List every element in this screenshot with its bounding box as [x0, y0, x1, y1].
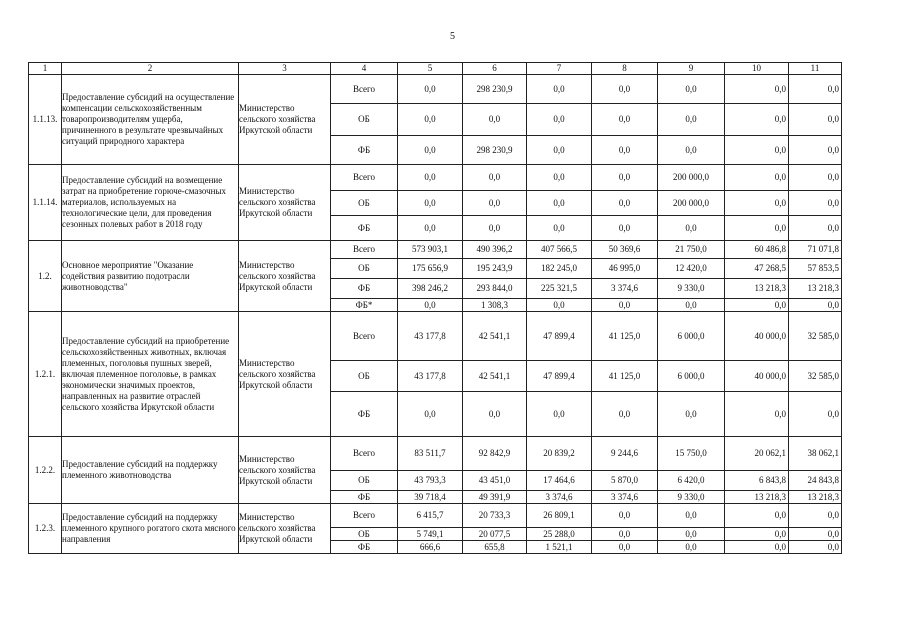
value-cell: 0,0: [725, 136, 789, 165]
budget-table: [28, 62, 842, 554]
value-cell: 0,0: [658, 299, 725, 312]
funding-source: ФБ: [331, 491, 398, 504]
item-description: Предоставление субсидий на осуществление компенсации сельскохозяйственным товаропроизводителям ущерба, причиненного в результате чрезвычайных ситуаций природного характера: [62, 75, 239, 165]
value-cell: 398 246,2: [398, 279, 463, 299]
value-cell: 32 585,0: [789, 361, 842, 392]
value-cell: 0,0: [527, 75, 592, 104]
value-cell: 6 420,0: [658, 471, 725, 491]
item-code: 1.1.13.: [29, 75, 62, 165]
value-cell: 47 899,4: [527, 361, 592, 392]
value-cell: 0,0: [592, 136, 658, 165]
value-cell: 41 125,0: [592, 361, 658, 392]
funding-source: Всего: [331, 437, 398, 471]
value-cell: 0,0: [725, 392, 789, 437]
item-executor: Министерство сельского хозяйства Иркутской области: [239, 312, 331, 437]
column-number: 8: [592, 63, 658, 75]
value-cell: 0,0: [658, 528, 725, 541]
column-number: 7: [527, 63, 592, 75]
value-cell: 15 750,0: [658, 437, 725, 471]
value-cell: 43 177,8: [398, 312, 463, 361]
funding-source: ФБ: [331, 216, 398, 241]
table-row: [29, 504, 842, 528]
funding-source: Всего: [331, 165, 398, 191]
funding-source: ФБ: [331, 279, 398, 299]
item-code: 1.2.3.: [29, 504, 62, 554]
value-cell: 43 451,0: [463, 471, 527, 491]
value-cell: 200 000,0: [658, 165, 725, 191]
value-cell: 24 843,8: [789, 471, 842, 491]
item-executor: Министерство сельского хозяйства Иркутской области: [239, 241, 331, 312]
column-number: 1: [29, 63, 62, 75]
value-cell: 0,0: [527, 216, 592, 241]
value-cell: 17 464,6: [527, 471, 592, 491]
value-cell: 407 566,5: [527, 241, 592, 259]
value-cell: 0,0: [725, 104, 789, 136]
funding-source: ОБ: [331, 259, 398, 279]
value-cell: 47 899,4: [527, 312, 592, 361]
funding-source: ОБ: [331, 104, 398, 136]
value-cell: 6 843,8: [725, 471, 789, 491]
value-cell: 5 749,1: [398, 528, 463, 541]
value-cell: 1 308,3: [463, 299, 527, 312]
value-cell: 0,0: [398, 165, 463, 191]
table-row: [29, 312, 842, 361]
value-cell: 0,0: [725, 165, 789, 191]
value-cell: 42 541,1: [463, 361, 527, 392]
value-cell: 43 177,8: [398, 361, 463, 392]
value-cell: 298 230,9: [463, 136, 527, 165]
value-cell: 0,0: [527, 136, 592, 165]
value-cell: 0,0: [725, 75, 789, 104]
value-cell: 0,0: [398, 216, 463, 241]
value-cell: 0,0: [725, 541, 789, 554]
value-cell: 0,0: [725, 299, 789, 312]
value-cell: 39 718,4: [398, 491, 463, 504]
value-cell: 0,0: [463, 392, 527, 437]
item-executor: Министерство сельского хозяйства Иркутской области: [239, 504, 331, 554]
value-cell: 1 521,1: [527, 541, 592, 554]
value-cell: 0,0: [463, 216, 527, 241]
value-cell: 0,0: [592, 541, 658, 554]
value-cell: 0,0: [725, 191, 789, 216]
value-cell: 490 396,2: [463, 241, 527, 259]
value-cell: 0,0: [658, 136, 725, 165]
column-number: 6: [463, 63, 527, 75]
column-number: 5: [398, 63, 463, 75]
value-cell: 3 374,6: [592, 279, 658, 299]
value-cell: 0,0: [398, 191, 463, 216]
item-description: Предоставление субсидий на приобретение сельскохозяйственных животных, включая племенных, поголовья пушных зверей, включая племенное поголовье, в рамках экономически значимых проектов, направленных на развитие отраслей сельского хозяйства Иркутской области: [62, 312, 239, 437]
value-cell: 0,0: [789, 299, 842, 312]
value-cell: 195 243,9: [463, 259, 527, 279]
value-cell: 12 420,0: [658, 259, 725, 279]
item-description: Основное мероприятие "Оказание содействия развитию подотрасли животноводства": [62, 241, 239, 312]
value-cell: 0,0: [592, 299, 658, 312]
value-cell: 573 903,1: [398, 241, 463, 259]
item-description: Предоставление субсидий на поддержку племенного крупного рогатого скота мясного направления: [62, 504, 239, 554]
value-cell: 83 511,7: [398, 437, 463, 471]
value-cell: 41 125,0: [592, 312, 658, 361]
value-cell: 298 230,9: [463, 75, 527, 104]
funding-source: Всего: [331, 312, 398, 361]
value-cell: 21 750,0: [658, 241, 725, 259]
item-code: 1.2.2.: [29, 437, 62, 504]
value-cell: 0,0: [658, 504, 725, 528]
value-cell: 0,0: [725, 216, 789, 241]
value-cell: 666,6: [398, 541, 463, 554]
value-cell: 71 071,8: [789, 241, 842, 259]
value-cell: 0,0: [789, 504, 842, 528]
value-cell: 0,0: [398, 104, 463, 136]
value-cell: 0,0: [592, 191, 658, 216]
value-cell: 3 374,6: [592, 491, 658, 504]
value-cell: 42 541,1: [463, 312, 527, 361]
value-cell: 49 391,9: [463, 491, 527, 504]
value-cell: 200 000,0: [658, 191, 725, 216]
table-row: [29, 241, 842, 259]
value-cell: 0,0: [592, 165, 658, 191]
value-cell: 9 330,0: [658, 491, 725, 504]
value-cell: 0,0: [789, 392, 842, 437]
column-number: 10: [725, 63, 789, 75]
table-row: [29, 75, 842, 104]
value-cell: 0,0: [658, 75, 725, 104]
value-cell: 0,0: [658, 104, 725, 136]
item-code: 1.2.: [29, 241, 62, 312]
value-cell: 0,0: [789, 528, 842, 541]
column-number: 3: [239, 63, 331, 75]
column-number: 11: [789, 63, 842, 75]
item-executor: Министерство сельского хозяйства Иркутской области: [239, 165, 331, 241]
value-cell: 20 062,1: [725, 437, 789, 471]
value-cell: 0,0: [463, 191, 527, 216]
value-cell: 0,0: [789, 165, 842, 191]
value-cell: 3 374,6: [527, 491, 592, 504]
value-cell: 225 321,5: [527, 279, 592, 299]
item-code: 1.2.1.: [29, 312, 62, 437]
value-cell: 0,0: [789, 541, 842, 554]
value-cell: 9 330,0: [658, 279, 725, 299]
funding-source: ОБ: [331, 191, 398, 216]
table-row: [29, 165, 842, 191]
value-cell: 0,0: [527, 191, 592, 216]
value-cell: 13 218,3: [725, 279, 789, 299]
value-cell: 13 218,3: [789, 279, 842, 299]
value-cell: 57 853,5: [789, 259, 842, 279]
value-cell: 40 000,0: [725, 312, 789, 361]
value-cell: 92 842,9: [463, 437, 527, 471]
value-cell: 50 369,6: [592, 241, 658, 259]
value-cell: 9 244,6: [592, 437, 658, 471]
value-cell: 0,0: [592, 216, 658, 241]
value-cell: 175 656,9: [398, 259, 463, 279]
value-cell: 0,0: [658, 216, 725, 241]
funding-source: ОБ: [331, 528, 398, 541]
value-cell: 0,0: [592, 392, 658, 437]
value-cell: 0,0: [658, 541, 725, 554]
value-cell: 20 733,3: [463, 504, 527, 528]
column-number: 2: [62, 63, 239, 75]
value-cell: 20 077,5: [463, 528, 527, 541]
value-cell: 0,0: [527, 392, 592, 437]
value-cell: 5 870,0: [592, 471, 658, 491]
value-cell: 43 793,3: [398, 471, 463, 491]
table-body: [29, 75, 842, 554]
value-cell: 46 995,0: [592, 259, 658, 279]
value-cell: 0,0: [592, 75, 658, 104]
value-cell: 60 486,8: [725, 241, 789, 259]
value-cell: 0,0: [725, 528, 789, 541]
value-cell: 40 000,0: [725, 361, 789, 392]
value-cell: 0,0: [592, 104, 658, 136]
value-cell: 32 585,0: [789, 312, 842, 361]
value-cell: 0,0: [592, 504, 658, 528]
value-cell: 0,0: [789, 191, 842, 216]
funding-source: ОБ: [331, 361, 398, 392]
value-cell: 6 000,0: [658, 361, 725, 392]
funding-source: ФБ: [331, 541, 398, 554]
value-cell: 20 839,2: [527, 437, 592, 471]
value-cell: 13 218,3: [789, 491, 842, 504]
value-cell: 0,0: [789, 104, 842, 136]
table-row: [29, 437, 842, 471]
value-cell: 0,0: [527, 165, 592, 191]
value-cell: 293 844,0: [463, 279, 527, 299]
funding-source: ФБ: [331, 392, 398, 437]
value-cell: 182 245,0: [527, 259, 592, 279]
funding-source: Всего: [331, 241, 398, 259]
value-cell: 0,0: [398, 75, 463, 104]
item-code: 1.1.14.: [29, 165, 62, 241]
page-number: 5: [450, 31, 455, 42]
item-executor: Министерство сельского хозяйства Иркутской области: [239, 75, 331, 165]
value-cell: 0,0: [725, 504, 789, 528]
value-cell: 0,0: [463, 104, 527, 136]
column-number: 9: [658, 63, 725, 75]
value-cell: 0,0: [398, 299, 463, 312]
value-cell: 38 062,1: [789, 437, 842, 471]
item-description: Предоставление субсидий на поддержку племенного животноводства: [62, 437, 239, 504]
value-cell: 6 000,0: [658, 312, 725, 361]
funding-source: Всего: [331, 75, 398, 104]
item-description: Предоставление субсидий на возмещение затрат на приобретение горюче-смазочных материалов, используемых на технологические цели, для проведения сезонных полевых работ в 2018 году: [62, 165, 239, 241]
value-cell: 25 288,0: [527, 528, 592, 541]
funding-source: ОБ: [331, 471, 398, 491]
value-cell: 0,0: [658, 392, 725, 437]
value-cell: 13 218,3: [725, 491, 789, 504]
funding-source: ФБ: [331, 136, 398, 165]
item-executor: Министерство сельского хозяйства Иркутской области: [239, 437, 331, 504]
value-cell: 0,0: [463, 165, 527, 191]
value-cell: 0,0: [398, 392, 463, 437]
value-cell: 0,0: [789, 136, 842, 165]
value-cell: 655,8: [463, 541, 527, 554]
funding-source: Всего: [331, 504, 398, 528]
value-cell: 0,0: [398, 136, 463, 165]
value-cell: 26 809,1: [527, 504, 592, 528]
value-cell: 0,0: [527, 299, 592, 312]
value-cell: 0,0: [789, 75, 842, 104]
value-cell: 47 268,5: [725, 259, 789, 279]
value-cell: 6 415,7: [398, 504, 463, 528]
column-number: 4: [331, 63, 398, 75]
value-cell: 0,0: [527, 104, 592, 136]
value-cell: 0,0: [789, 216, 842, 241]
value-cell: 0,0: [592, 528, 658, 541]
funding-source: ФБ*: [331, 299, 398, 312]
column-number-row: [29, 63, 842, 75]
